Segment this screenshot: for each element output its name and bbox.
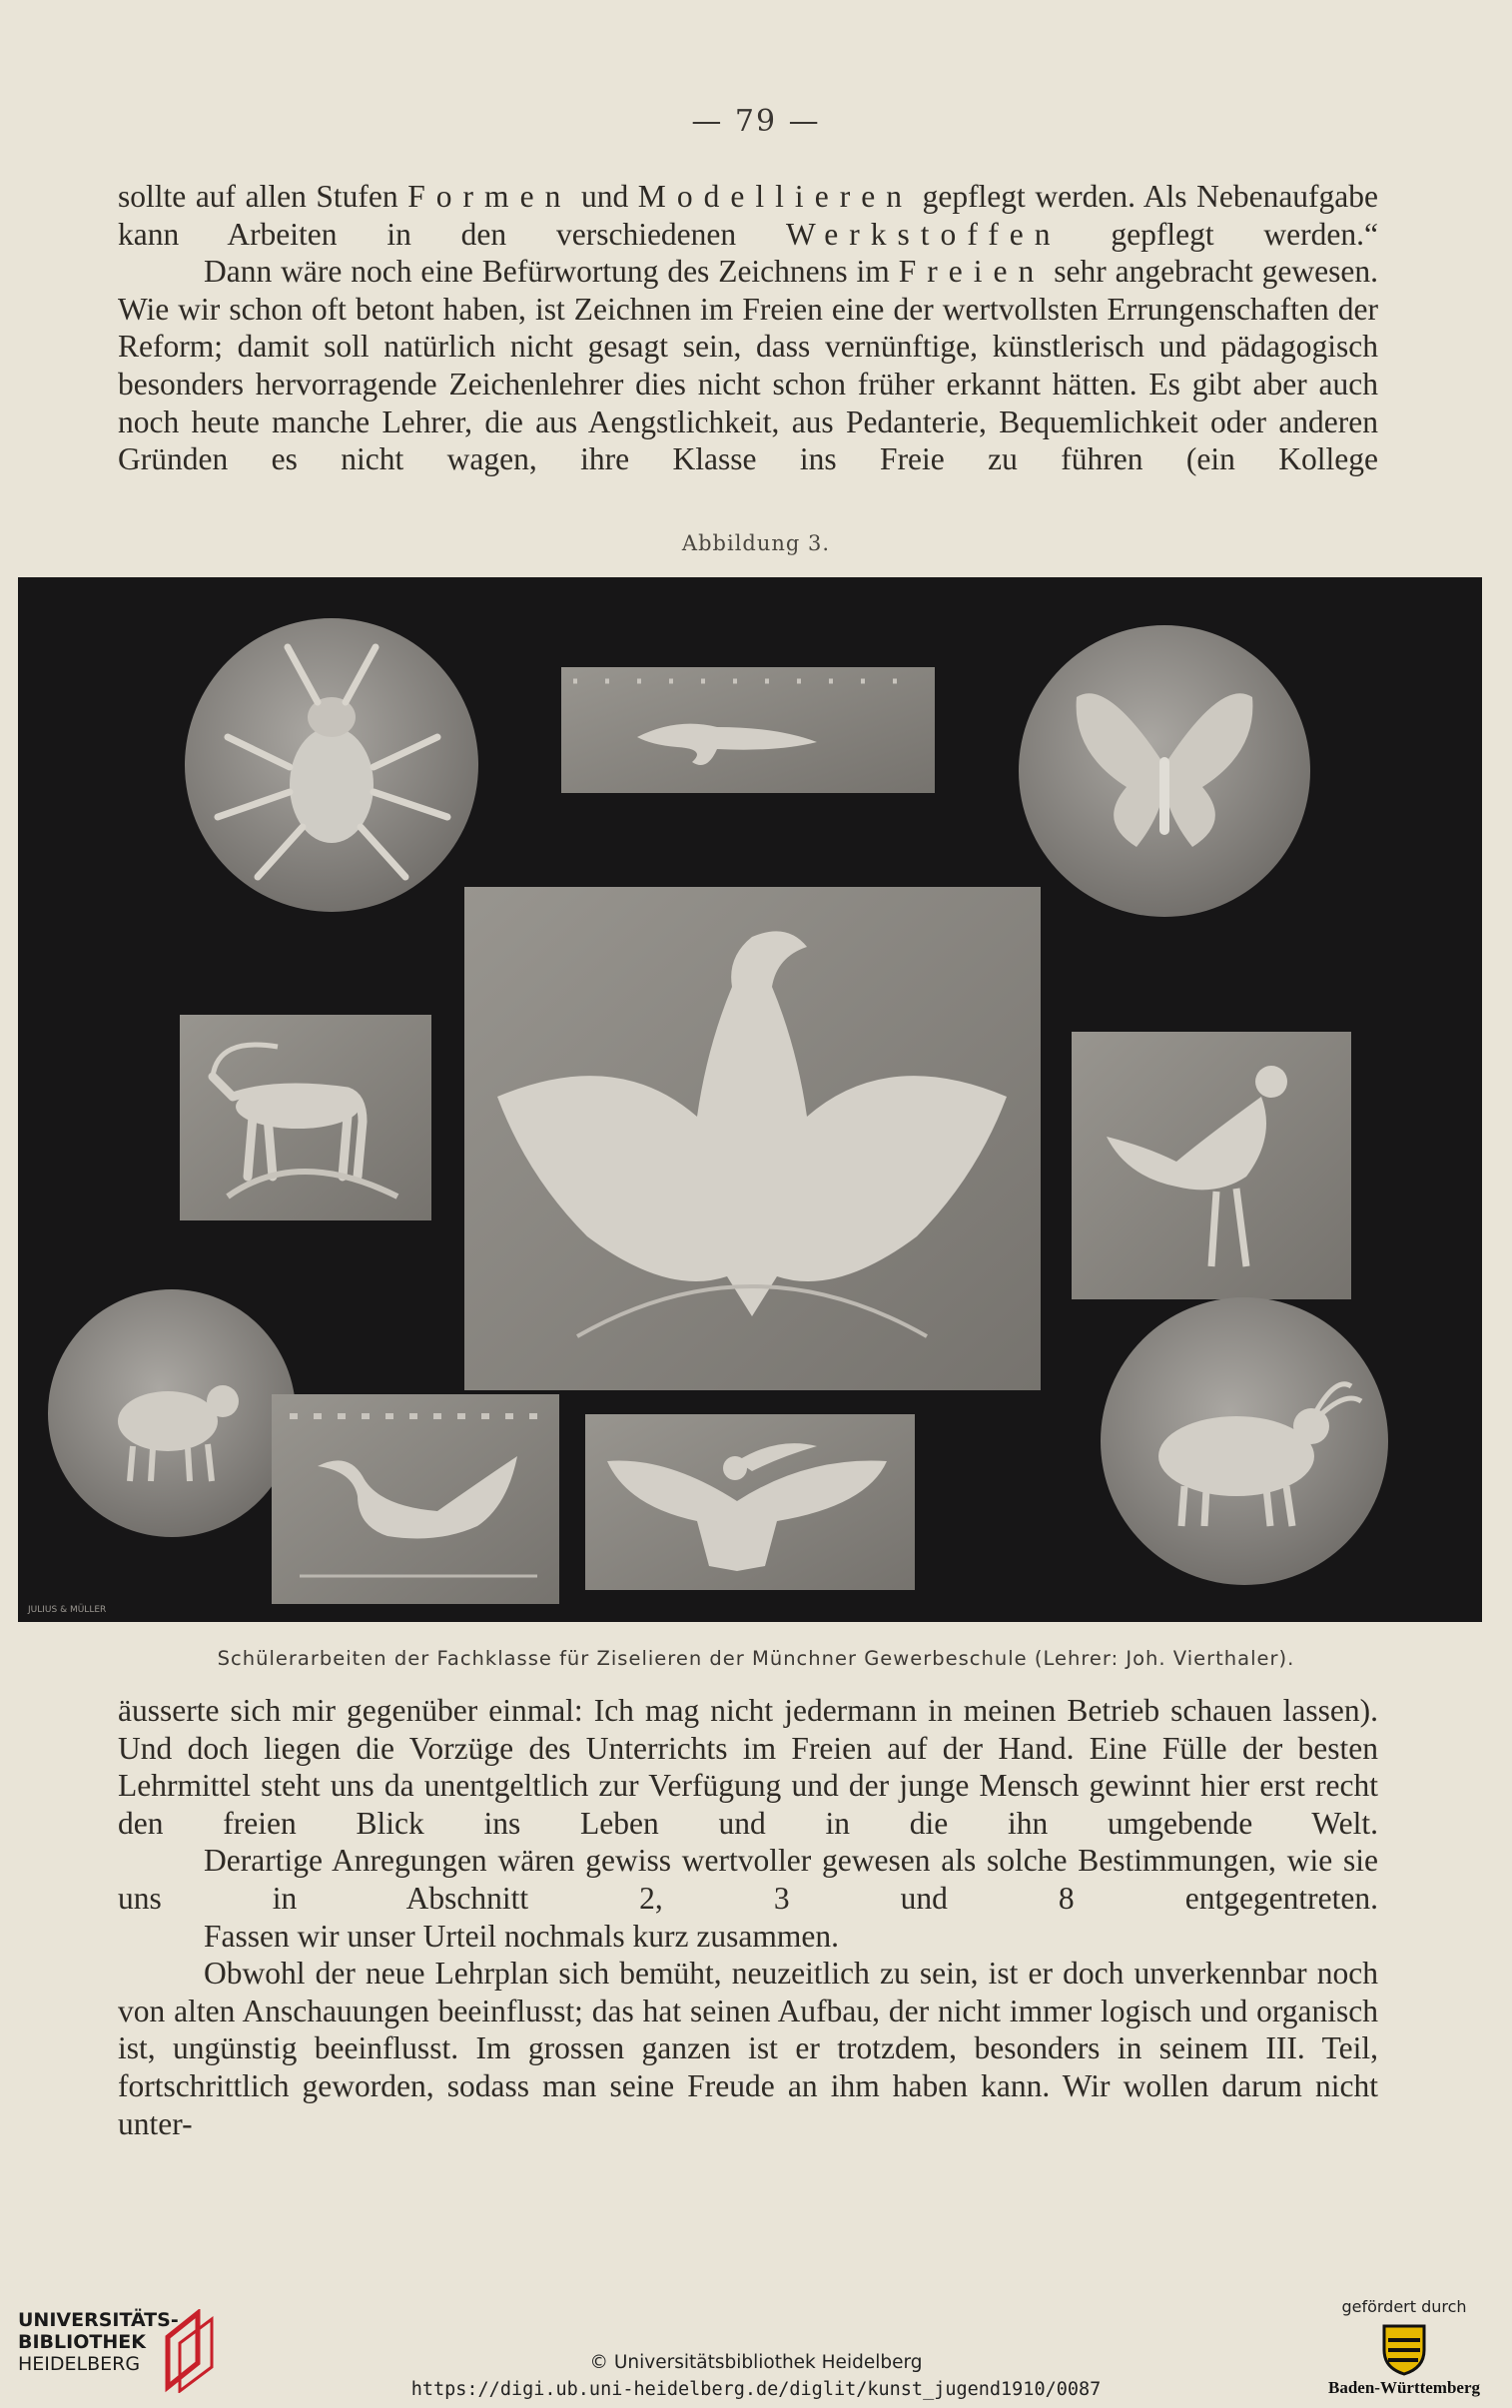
figure-caption: Schülerarbeiten der Fachklasse für Ziselieren der Münchner Gewerbeschule (Lehrer: Joh. Vierthaler).: [217, 1647, 1295, 1670]
page-number: — 79 —: [691, 104, 821, 139]
library-name-line2: BIBLIOTHEK: [18, 2331, 146, 2353]
antelope-relief: [180, 1015, 431, 1220]
butterfly-relief: [1019, 625, 1310, 917]
goat-relief: [1101, 1297, 1388, 1585]
coat-of-arms-icon: [1374, 2320, 1434, 2376]
bird-relief: [561, 667, 935, 793]
relief-collage-illustration: [18, 577, 1482, 1622]
paragraph-formen: sollte auf allen Stufen Formen und Modellieren gepflegt werden. Als Nebenaufgabe kann Arbeiten in den verschiedenen Werkstoffen gepflegt werden.“: [118, 179, 1378, 252]
figure-plate-photo: [18, 577, 1482, 1622]
bottom-text-block: [118, 1692, 1378, 2142]
top-text-block: [118, 178, 1378, 478]
ram-relief: [48, 1289, 296, 1537]
sponsor-name: Baden-Württemberg: [1327, 2378, 1481, 2397]
eagle-relief: [464, 887, 1041, 1390]
sponsor-block: [1324, 2297, 1484, 2398]
copyright-notice: © Universitätsbibliothek Heidelberg: [589, 2352, 923, 2373]
beetle-relief: [185, 618, 478, 912]
svg-text:JULIUS & MÜLLER: JULIUS & MÜLLER: [28, 1605, 107, 1615]
library-name-line3: HEIDELBERG: [18, 2353, 141, 2375]
rooster-relief: [1072, 1032, 1351, 1299]
pelican-relief: [585, 1414, 915, 1590]
paragraph-lehrplan: Obwohl der neue Lehrplan sich bemüht, neuzeitlich zu sein, ist er doch unverkennbar noch von alten Anschauungen beeinflusst; das hat seinen Aufbau, der nicht immer logisch und organisch ist, ungünstig beeinflusst. Im grossen ganzen ist er trotzdem, besonders in seinem III. Teil, fortschrittlich geworden, sodass man seine Freude an ihm haben kann. Wir wollen darum nicht unter-: [118, 1956, 1378, 2141]
figure-label: Abbildung 3.: [681, 531, 831, 555]
swan-relief: [272, 1394, 559, 1604]
source-url[interactable]: https://digi.ub.uni-heidelberg.de/diglit/kunst_jugend1910/0087: [410, 2379, 1102, 2400]
paragraph-zeichnen-im-freien: Dann wäre noch eine Befürwortung des Zeichnens im Freien sehr angebracht gewesen. Wie wir schon oft betont haben, ist Zeichnen im Freien eine der wertvollsten Errungenschaften der Reform; damit soll natürlich nicht gesagt sein, dass vernünftige, künstlerisch und pädagogisch besonders hervorragende Zeichenlehrer dies nicht schon früher erkannt hätten. Es gibt aber auch noch heute manche Lehrer, die aus Aengstlichkeit, aus Pedanterie, Bequemlichkeit oder anderen Gründen es nicht wagen, ihre Klasse ins Freie zu führen (ein Kollege: [118, 254, 1378, 477]
sponsor-label: gefördert durch: [1341, 2297, 1467, 2316]
paragraph-fassen: Fassen wir unser Urteil nochmals kurz zusammen.: [204, 1918, 839, 1954]
paragraph-aeusserte: äusserte sich mir gegenüber einmal: Ich mag nicht jedermann in meinen Betrieb schauen lassen). Und doch liegen die Vorzüge des Unterrichts im Freien auf der Hand. Eine Fülle der besten Lehrmittel steht uns da unentgeltlich zur Verfügung und der junge Mensch gewinnt hier erst recht den freien Blick ins Leben und in die ihn umgebende Welt.: [118, 1693, 1378, 1841]
library-name-line1: UNIVERSITÄTS-: [18, 2309, 179, 2331]
paragraph-anregungen: Derartige Anregungen wären gewiss wertvoller gewesen als solche Bestimmungen, wie sie uns in Abschnitt 2, 3 und 8 entgegentreten.: [118, 1843, 1378, 1916]
